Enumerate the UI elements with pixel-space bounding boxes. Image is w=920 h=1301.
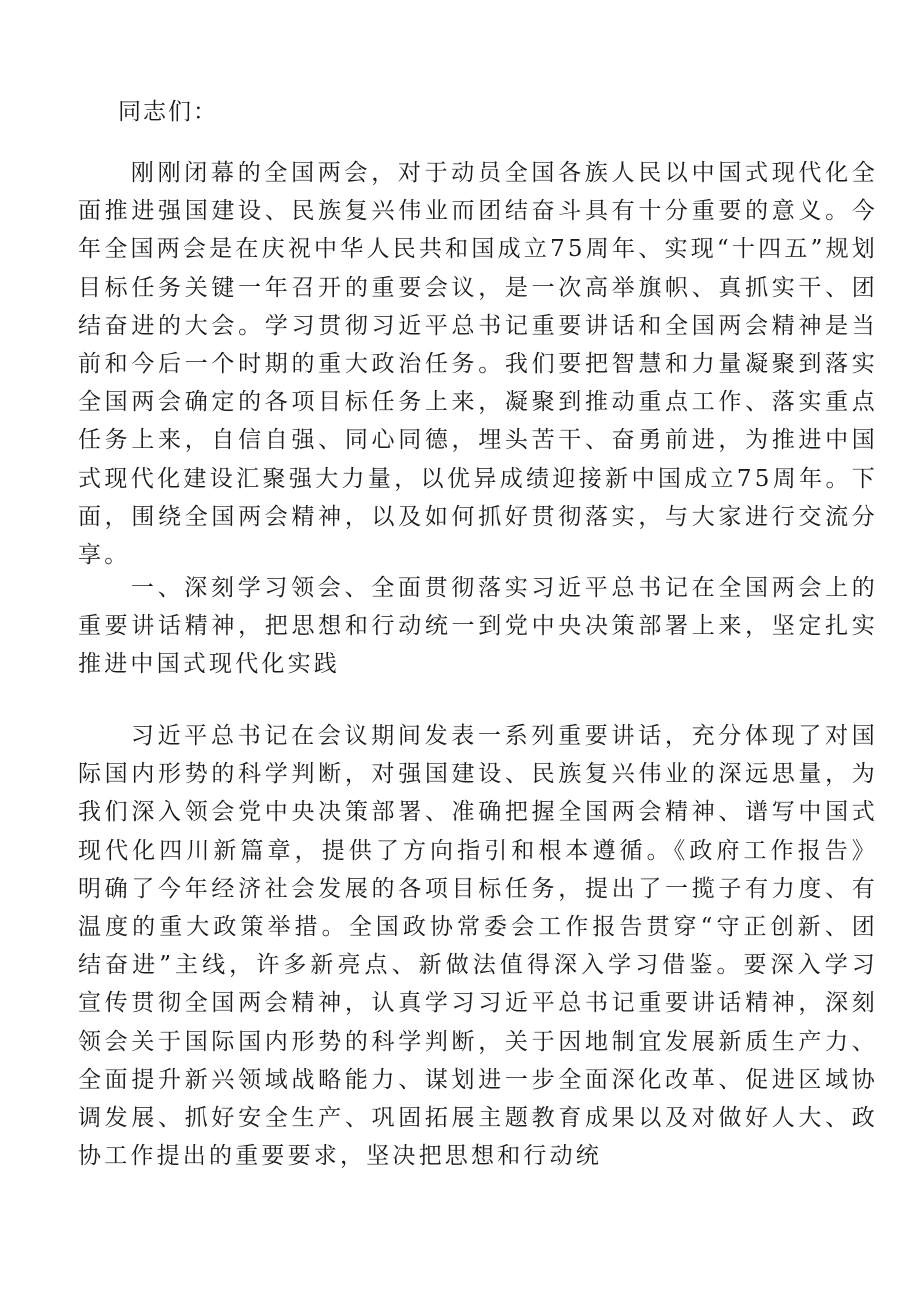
paragraph-section-1-body: 习近平总书记在会议期间发表一系列重要讲话，充分体现了对国际国内形势的科学判断，对强国建设、民族复兴伟业的深远思量，为我们深入领会党中央决策部署、准确把握全国两会精神、谱写中国式现代化四川新篇章，提供了方向指引和根本遵循。《政府工作报告》明确了今年经济社会发展的各项目标任务，提出了一揽子有力度、有温度的重大政策举措。全国政协常委会工作报告贯穿“守正创新、团结奋进”主线，许多新亮点、新做法值得深入学习借鉴。要深入学习宣传贯彻全国两会精神，认真学习习近平总书记重要讲话精神，深刻领会关于国际国内形势的科学判断，关于因地制宜发展新质生产力、全面提升新兴领域战略能力、谋划进一步全面深化改革、促进区域协调发展、抓好安全生产、巩固拓展主题教育成果以及对做好人大、政协工作提出的重要要求，坚决把思想和行动统	[78, 723, 878, 1170]
paragraph-intro: 刚刚闭幕的全国两会，对于动员全国各族人民以中国式现代化全面推进强国建设、民族复兴伟业而团结奋斗具有十分重要的意义。今年全国两会是在庆祝中华人民共和国成立75周年、实现“十四五”规划目标任务关键一年召开的重要会议，是一次高举旗帜、真抓实干、团结奋进的大会。学习贯彻习近平总书记重要讲话和全国两会精神是当前和今后一个时期的重大政治任务。我们要把智慧和力量凝聚到落实全国两会确定的各项目标任务上来，凝聚到推动重点工作、落实重点任务上来，自信自强、同心同德，埋头苦干、奋勇前进，为推进中国式现代化建设汇聚强大力量，以优异成绩迎接新中国成立75周年。下面，围绕全国两会精神，以及如何抓好贯彻落实，与大家进行交流分享。	[78, 160, 878, 569]
section-heading-1: 一、深刻学习领会、全面贯彻落实习近平总书记在全国两会上的重要讲话精神，把思想和行动统一到党中央决策部署上来，坚定扎实推进中国式现代化实践	[78, 575, 878, 678]
greeting: 同志们：	[118, 99, 218, 125]
